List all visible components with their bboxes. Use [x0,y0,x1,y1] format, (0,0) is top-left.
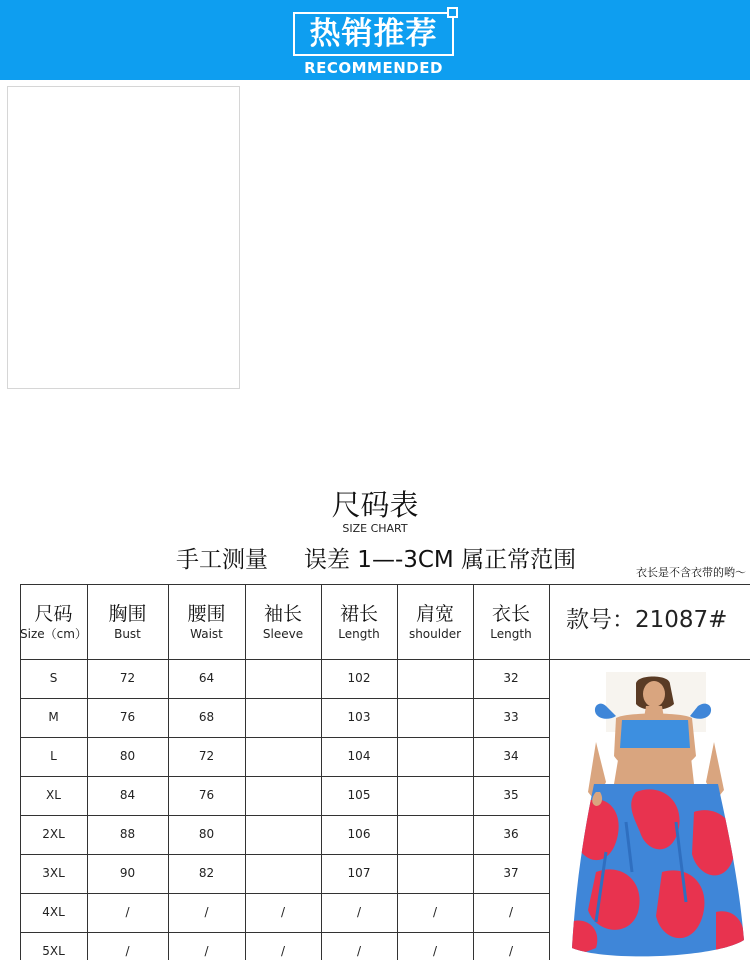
table-cell: / [432,944,438,958]
table-cell: L [50,749,57,763]
header-label-zh: 腰围 [187,603,226,625]
table-cell: / [204,905,209,919]
table-cell: M [48,710,59,724]
length-note: 衣长是不含衣带的哟～ [636,566,746,579]
table-cell [397,698,473,737]
table-cell: 34 [503,749,519,763]
table-cell [245,659,321,698]
photo-midriff [614,748,694,784]
header-label-en: Length [338,627,380,641]
table-cell [397,659,473,698]
table-cell [397,776,473,815]
product-photo[interactable] [566,672,744,960]
table-header-cell [473,584,549,659]
table-cell: S [49,671,58,685]
table-cell: 90 [119,866,136,880]
table-header-cell [245,584,321,659]
header-label-en: Bust [114,627,141,641]
header-label-en: Sleeve [262,627,304,641]
table-cell [397,737,473,776]
product-image-placeholder[interactable] [7,86,240,389]
table-cell [397,854,473,893]
style-number: 款号：21087# [566,607,728,633]
table-cell: / [508,944,514,958]
table-cell: 104 [347,749,371,763]
table-cell: 2XL [42,827,65,841]
table-cell [245,698,321,737]
table-cell: 105 [347,788,371,802]
table-cell: 64 [198,671,215,685]
size-chart-title: 尺码表 [331,488,419,522]
header-label-en: Length [490,627,532,641]
table-cell: / [508,905,514,919]
table-cell: / [204,944,209,958]
table-cell: 76 [198,788,215,802]
size-chart-subtitle: SIZE CHART [342,522,408,535]
header-label-zh: 衣长 [491,603,530,625]
header-label-zh: 胸围 [108,603,147,625]
table-cell: 36 [503,827,519,841]
table-cell: 72 [198,749,215,763]
table-cell: 80 [119,749,136,763]
table-cell [245,737,321,776]
table-cell: 80 [198,827,215,841]
table-cell: / [356,944,362,958]
table-cell: / [280,905,286,919]
measure-note: 手工测量 [176,547,268,573]
header-label-zh: 尺码 [34,603,73,625]
header-label-zh: 肩宽 [415,603,454,625]
table-cell: 106 [347,827,371,841]
table-cell: 102 [347,671,371,685]
table-cell: 76 [119,710,136,724]
table-header-cell [20,584,87,659]
table-cell: 88 [119,827,136,841]
table-cell: / [280,944,286,958]
error-note: 误差 1—-3CM 属正常范围 [304,547,577,573]
header-label-zh: 裙长 [339,603,378,625]
table-cell [245,776,321,815]
table-cell: 103 [347,710,371,724]
table-cell [397,815,473,854]
table-cell: 35 [503,788,519,802]
table-cell: 82 [198,866,215,880]
table-cell: 107 [347,866,371,880]
header-label-zh: 袖长 [263,603,302,625]
table-cell: 3XL [42,866,65,880]
table-cell: / [356,905,362,919]
photo-crop-top [620,720,690,751]
table-cell: 5XL [42,944,65,958]
table-cell: 84 [119,788,136,802]
table-cell: 68 [198,710,215,724]
table-header-cell [168,584,245,659]
table-cell: / [125,944,130,958]
header-label-en: Waist [190,627,223,641]
table-cell: / [125,905,130,919]
table-cell: 37 [503,866,519,880]
table-header-cell [397,584,473,659]
table-cell: 4XL [42,905,65,919]
banner-subtitle: RECOMMENDED [304,59,443,77]
banner-title: 热销推荐 [309,16,438,52]
table-header-cell [87,584,168,659]
table-cell: / [432,905,438,919]
header-label-en: Size（cm） [20,627,87,641]
table-cell: 72 [119,671,136,685]
table-cell: 32 [503,671,519,685]
photo-face [643,681,665,707]
header-label-en: shoulder [408,627,462,641]
table-cell: 33 [503,710,519,724]
table-header-cell [321,584,397,659]
table-cell [245,854,321,893]
table-cell: XL [46,788,61,802]
table-cell [245,815,321,854]
